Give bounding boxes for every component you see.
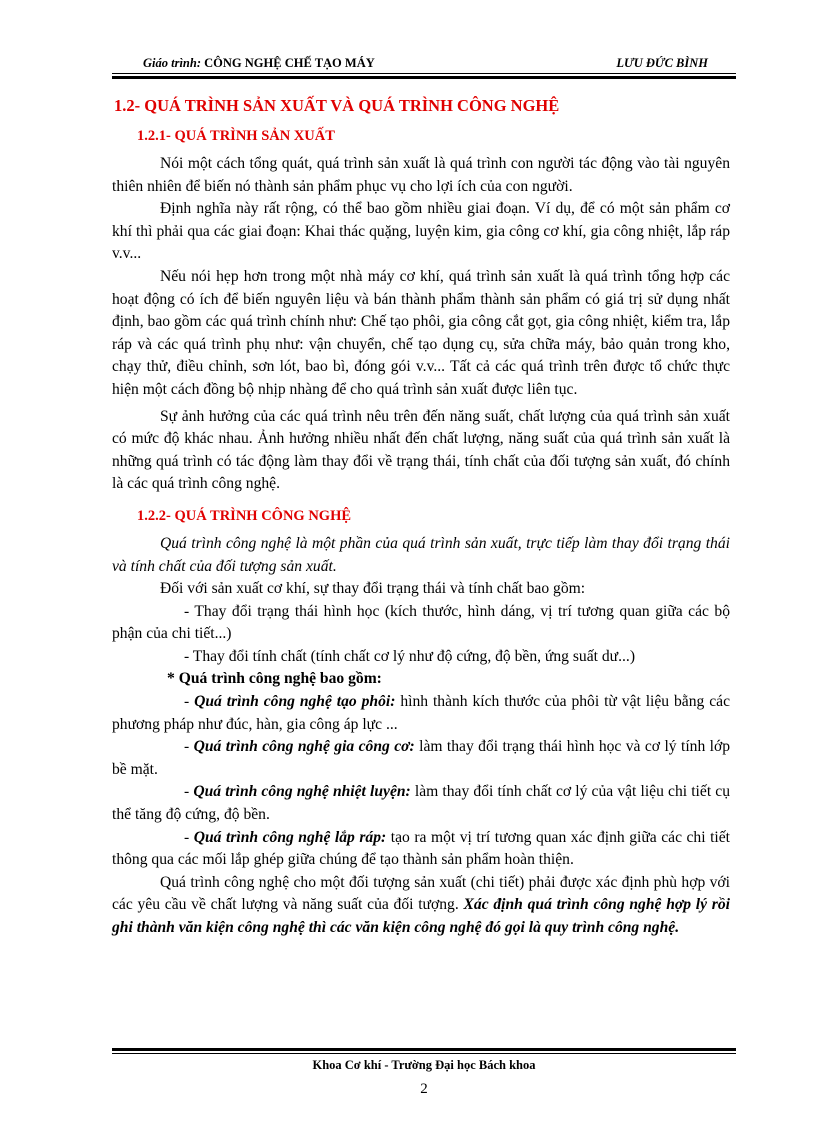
process-term: Quá trình công nghệ lắp ráp: <box>193 828 387 846</box>
page-header <box>112 56 736 74</box>
change-item: - Thay đổi trạng thái hình học (kích thước, hình dáng, vị trí tương quan giữa các bộ phận của chi tiết...) <box>112 602 730 643</box>
page-footer: Khoa Cơ khí - Trường Đại học Bách khoa <box>312 1058 536 1072</box>
paragraph: Đối với sản xuất cơ khí, sự thay đổi trạng thái và tính chất bao gồm: <box>160 580 586 598</box>
paragraph: Nói một cách tổng quát, quá trình sản xuất là quá trình con người tác động vào tài nguyên thiên nhiên để biến nó thành sản phẩm phục vụ cho lợi ích của con người. <box>112 155 730 195</box>
process-dash: - <box>184 828 194 846</box>
header-course <box>143 56 375 71</box>
process-desc: làm thay đổi tính chất cơ lý của vật liệu chi tiết cụ thể tăng độ cứng, độ bền. <box>112 783 731 824</box>
process-item <box>112 827 730 872</box>
subsection-title-2: 1.2.2- QUÁ TRÌNH CÔNG NGHỆ <box>137 507 352 524</box>
process-dash: - <box>184 783 194 801</box>
process-dash: - <box>184 693 195 711</box>
header-course-label: Giáo trình: <box>143 56 202 70</box>
header-course-title: CÔNG NGHỆ CHẾ TẠO MÁY <box>204 56 375 70</box>
page-number: 2 <box>420 1081 428 1097</box>
paragraph: Định nghĩa này rất rộng, có thể bao gồm nhiều giai đoạn. Ví dụ, để có một sản phẩm cơ khí thì phải qua các giai đoạn: Khai thác quặng, luyện kim, gia công cơ khí, gia công nhiệt, lắp ráp v.v... <box>112 200 730 263</box>
change-item: - Thay đổi tính chất (tính chất cơ lý như độ cứng, độ bền, ứng suất dư...) <box>184 647 636 665</box>
paragraph: Nếu nói hẹp hơn trong một nhà máy cơ khí, quá trình sản xuất là quá trình tổng hợp các hoạt động có ích để biến nguyên liệu và bán thành phẩm thành sản phẩm có giá trị sử dụng nhất định, bao gồm các quá trình chính như: Chế tạo phôi, gia công cắt gọt, gia công nhiệt, kiểm tra, lắp ráp và các quá trình phụ như: vận chuyển, chế tạo dụng cụ, sửa chữa máy, bảo quản trong kho, chạy thử, điều chỉnh, sơn lót, bao bì, đóng gói v.v... Tất cả các quá trình trên được tổ chức thực hiện một cách đồng bộ nhịp nhàng để cho quá trình sản xuất được liên tục. <box>112 267 730 398</box>
page-body <box>112 92 730 940</box>
process-dash: - <box>184 738 194 756</box>
process-item <box>112 781 730 826</box>
process-desc: tạo ra một vị trí tương quan xác định giữa các chi tiết thông qua các mối lắp ghép giữa chúng để tạo thành sản phẩm hoàn thiện. <box>112 828 731 869</box>
header-rule-thin <box>112 73 736 74</box>
footer-rule-thick <box>112 1048 736 1051</box>
process-term: Quá trình công nghệ tạo phôi: <box>194 693 396 711</box>
subsection-title-1: 1.2.1- QUÁ TRÌNH SẢN XUẤT <box>137 128 335 144</box>
header-rule-thick <box>112 76 736 79</box>
process-item <box>112 736 730 781</box>
process-term: Quá trình công nghệ nhiệt luyện: <box>193 783 411 801</box>
footer-rule-thin <box>112 1053 736 1054</box>
process-desc: làm thay đổi trạng thái hình học và cơ lý tính lớp bề mặt. <box>112 738 731 778</box>
closing-text: Quá trình công nghệ cho một đối tượng sản xuất (chi tiết) phải được xác định phù hợp với các yêu cầu về chất lượng và năng suất của đối tượng. <box>112 873 730 914</box>
process-list-title: * Quá trình công nghệ bao gồm: <box>167 670 382 688</box>
closing-emphasis: Xác định quá trình công nghệ hợp lý rồi ghi thành văn kiện công nghệ thì các văn kiện công nghệ đó gọi là quy trình công nghệ. <box>112 896 730 936</box>
header-author: LƯU ĐỨC BÌNH <box>616 56 708 70</box>
process-desc: hình thành kích thước của phôi từ vật liệu bằng các phương pháp như đúc, hàn, gia công áp lực ... <box>112 693 730 733</box>
closing-paragraph <box>112 872 730 940</box>
paragraph: Sự ảnh hưởng của các quá trình nêu trên đến năng suất, chất lượng của quá trình sản xuất có mức độ khác nhau. Ảnh hưởng nhiều nhất đến chất lượng, năng suất của quá trình sản xuất là những quá trình có tác động làm thay đổi về trạng thái, tính chất của đối tượng sản xuất, đó chính là các quá trình công nghệ. <box>112 407 730 493</box>
process-item <box>112 691 730 736</box>
process-term: Quá trình công nghệ gia công cơ: <box>193 738 415 756</box>
definition-paragraph: Quá trình công nghệ là một phần của quá trình sản xuất, trực tiếp làm thay đổi trạng thái và tính chất của đối tượng sản xuất. <box>112 534 730 575</box>
section-title: 1.2- QUÁ TRÌNH SẢN XUẤT VÀ QUÁ TRÌNH CÔNG NGHỆ <box>114 96 560 115</box>
